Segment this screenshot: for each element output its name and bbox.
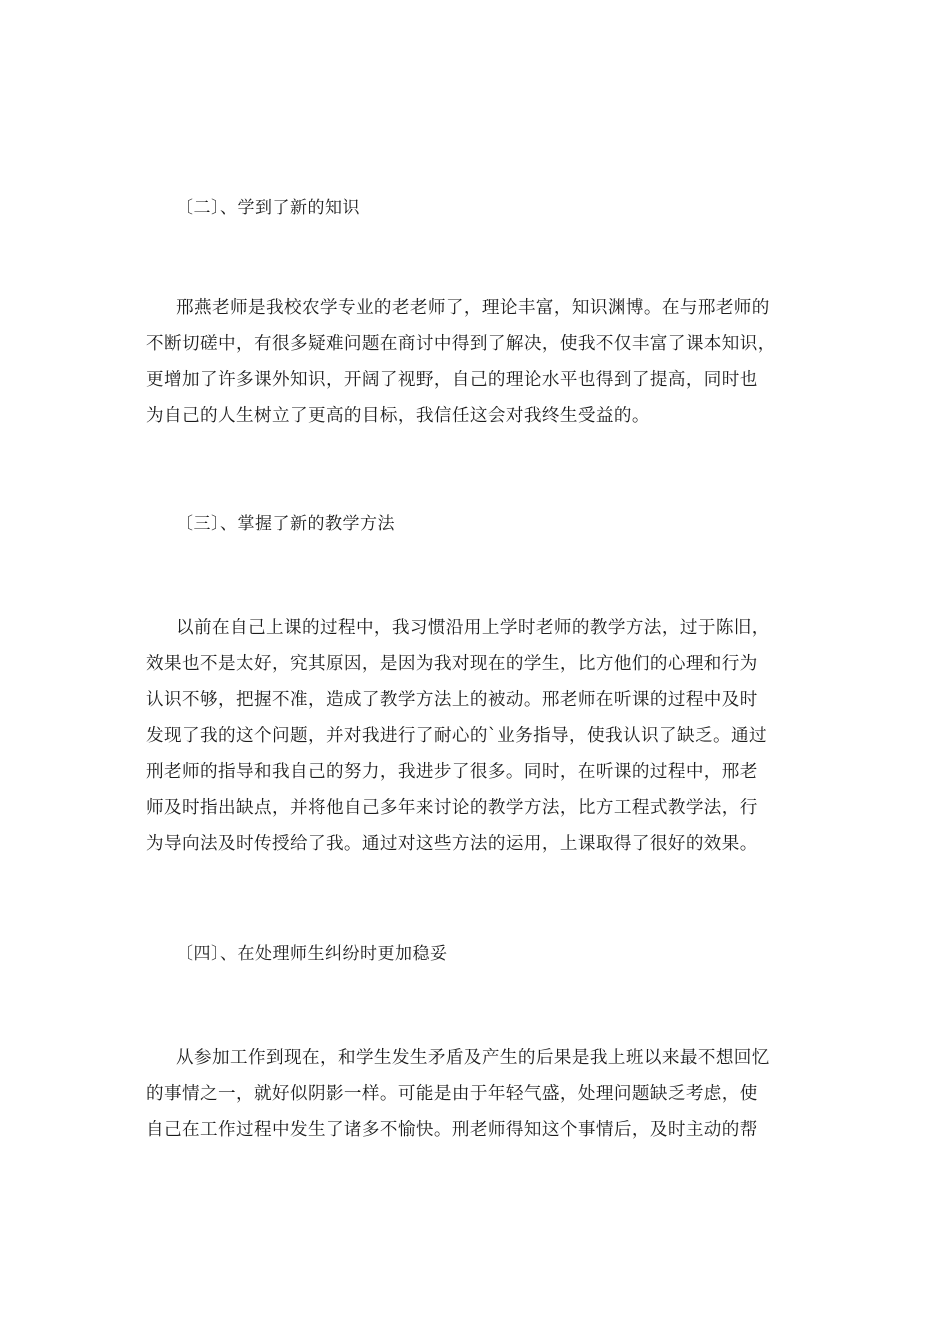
section-heading-4: 〔四〕、在处理师生纠纷时更加稳妥	[176, 944, 448, 964]
section-heading-3: 〔三〕、掌握了新的教学方法	[176, 514, 395, 534]
section-paragraph-2	[146, 290, 806, 434]
section-paragraph-3	[146, 610, 806, 862]
paragraph-line: 以前在自己上课的过程中，我习惯沿用上学时老师的教学方法，过于陈旧，	[176, 618, 770, 638]
section-paragraph-4	[146, 1040, 806, 1148]
paragraph-line: 邢燕老师是我校农学专业的老老师了，理论丰富，知识渊博。在与邢老师的	[176, 298, 770, 318]
paragraph-line: 发现了我的这个问题，并对我进行了耐心的`业务指导，使我认识了缺乏。通过	[146, 726, 767, 746]
paragraph-line: 效果也不是太好，究其原因，是因为我对现在的学生，比方他们的心理和行为	[146, 654, 758, 674]
paragraph-line: 刑老师的指导和我自己的努力，我进步了很多。同时，在听课的过程中，邢老	[146, 762, 758, 782]
paragraph-line: 认识不够，把握不准，造成了教学方法上的被动。邢老师在听课的过程中及时	[146, 690, 758, 710]
paragraph-line: 自己在工作过程中发生了诸多不愉快。刑老师得知这个事情后，及时主动的帮	[146, 1120, 758, 1140]
paragraph-line: 更增加了许多课外知识，开阔了视野，自己的理论水平也得到了提高，同时也	[146, 370, 758, 390]
paragraph-line: 为自己的人生树立了更高的目标，我信任这会对我终生受益的。	[146, 406, 650, 426]
paragraph-line: 从参加工作到现在，和学生发生矛盾及产生的后果是我上班以来最不想回忆	[176, 1048, 770, 1068]
paragraph-line: 师及时指出缺点，并将他自己多年来讨论的教学方法，比方工程式教学法，行	[146, 798, 758, 818]
section-heading-2: 〔二〕、学到了新的知识	[176, 198, 360, 218]
paragraph-line: 不断切磋中，有很多疑难问题在商讨中得到了解决，使我不仅丰富了课本知识，	[146, 334, 776, 354]
paragraph-line: 的事情之一，就好似阴影一样。可能是由于年轻气盛，处理问题缺乏考虑，使	[146, 1084, 758, 1104]
paragraph-line: 为导向法及时传授给了我。通过对这些方法的运用，上课取得了很好的效果。	[146, 834, 758, 854]
